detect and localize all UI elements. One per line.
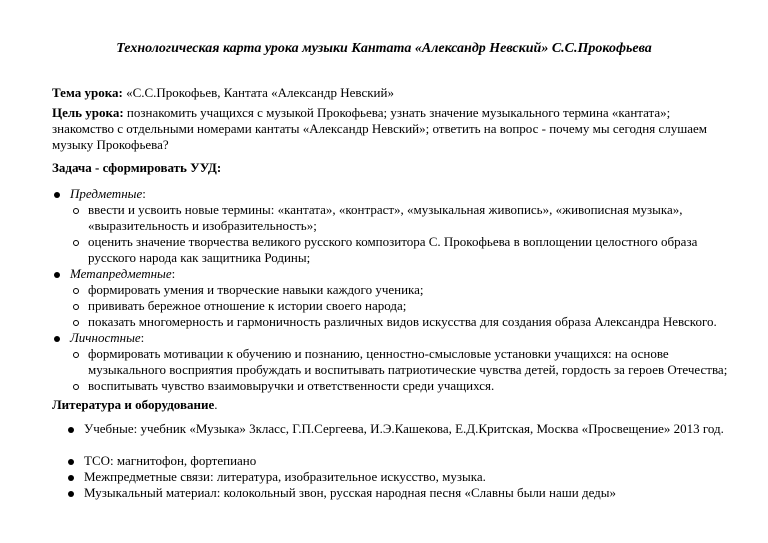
bullet-icon bbox=[68, 491, 74, 497]
metasubject-item: прививать бережное отношение к истории своего народа; bbox=[88, 298, 407, 313]
circle-bullet-icon bbox=[73, 288, 79, 294]
personal-item: формировать мотивации к обучению и познанию, ценностно-смысловые установки учащихся: на основе музыкального восприятия пробуждать и воспитывать патриотические чувства детей, гордость за героев Отечества; bbox=[88, 346, 728, 377]
personal-heading bbox=[70, 330, 730, 346]
metasubject-item: показать многомерность и гармоничность различных видов искусства для создания образа Александра Невского. bbox=[88, 314, 717, 329]
personal-label: Личностные bbox=[70, 330, 141, 345]
bullet-icon bbox=[68, 475, 74, 481]
bullet-icon bbox=[54, 272, 60, 278]
literature-period: . bbox=[214, 397, 218, 412]
document-title: Технологическая карта урока музыки Кантата «Александр Невский» С.С.Прокофьева bbox=[116, 41, 652, 56]
subject-label: Предметные bbox=[70, 186, 143, 201]
circle-bullet-icon bbox=[73, 304, 79, 310]
task-heading: Задача - сформировать УУД: bbox=[52, 160, 222, 175]
topic-text: «С.С.Прокофьев, Кантата «Александр Невский» bbox=[122, 85, 394, 100]
subject-item: оценить значение творчества великого русского композитора С. Прокофьева в воплощении целостного образа русского народа как защитника Родины; bbox=[88, 234, 698, 265]
metasubject-colon: : bbox=[171, 266, 176, 281]
personal-item: воспитывать чувство взаимовыручки и ответственности среди учащихся. bbox=[88, 378, 495, 393]
bullet-icon bbox=[68, 427, 74, 433]
topic-label: Тема урока: bbox=[52, 85, 123, 100]
subject-heading bbox=[70, 186, 730, 202]
circle-bullet-icon bbox=[73, 208, 79, 214]
goal-text: познакомить учащихся с музыкой Прокофьева; узнать значение музыкального термина «кантата»; знакомство с отдельными номерами кантаты «Александр Невский»; ответить на вопрос - почему мы сегодня слушаем музыку Прокофьева? bbox=[52, 105, 707, 152]
circle-bullet-icon bbox=[73, 240, 79, 246]
literature-label: Литература и оборудование bbox=[52, 397, 215, 412]
literature-item: Учебные: учебник «Музыка» 3класс, Г.П.Сергеева, И.Э.Кашекова, Е.Д.Критская, Москва «Просвещение» 2013 год. bbox=[84, 421, 724, 436]
circle-bullet-icon bbox=[73, 320, 79, 326]
lesson-topic bbox=[52, 85, 732, 101]
literature-item: ТСО: магнитофон, фортепиано bbox=[84, 453, 257, 468]
literature-item: Межпредметные связи: литература, изобразительное искусство, музыка. bbox=[84, 469, 486, 484]
bullet-icon bbox=[54, 336, 60, 342]
subject-colon: : bbox=[142, 186, 146, 201]
personal-colon: : bbox=[140, 330, 145, 345]
circle-bullet-icon bbox=[73, 384, 79, 390]
bullet-icon bbox=[68, 459, 74, 465]
goal-label: Цель урока: bbox=[52, 105, 124, 120]
literature-item: Музыкальный материал: колокольный звон, русская народная песня «Славны были наши деды» bbox=[84, 485, 617, 500]
metasubject-item: формировать умения и творческие навыки каждого ученика; bbox=[88, 282, 424, 297]
bullet-icon bbox=[54, 192, 60, 198]
literature-heading bbox=[52, 397, 732, 413]
lesson-goal bbox=[52, 105, 732, 153]
subject-item: ввести и усвоить новые термины: «кантата», «контраст», «музыкальная живопись», «живописная музыка», «выразительность и изобразительность»; bbox=[88, 202, 683, 233]
metasubject-label: Метапредметные bbox=[70, 266, 172, 281]
metasubject-heading bbox=[70, 266, 730, 282]
circle-bullet-icon bbox=[73, 352, 79, 358]
